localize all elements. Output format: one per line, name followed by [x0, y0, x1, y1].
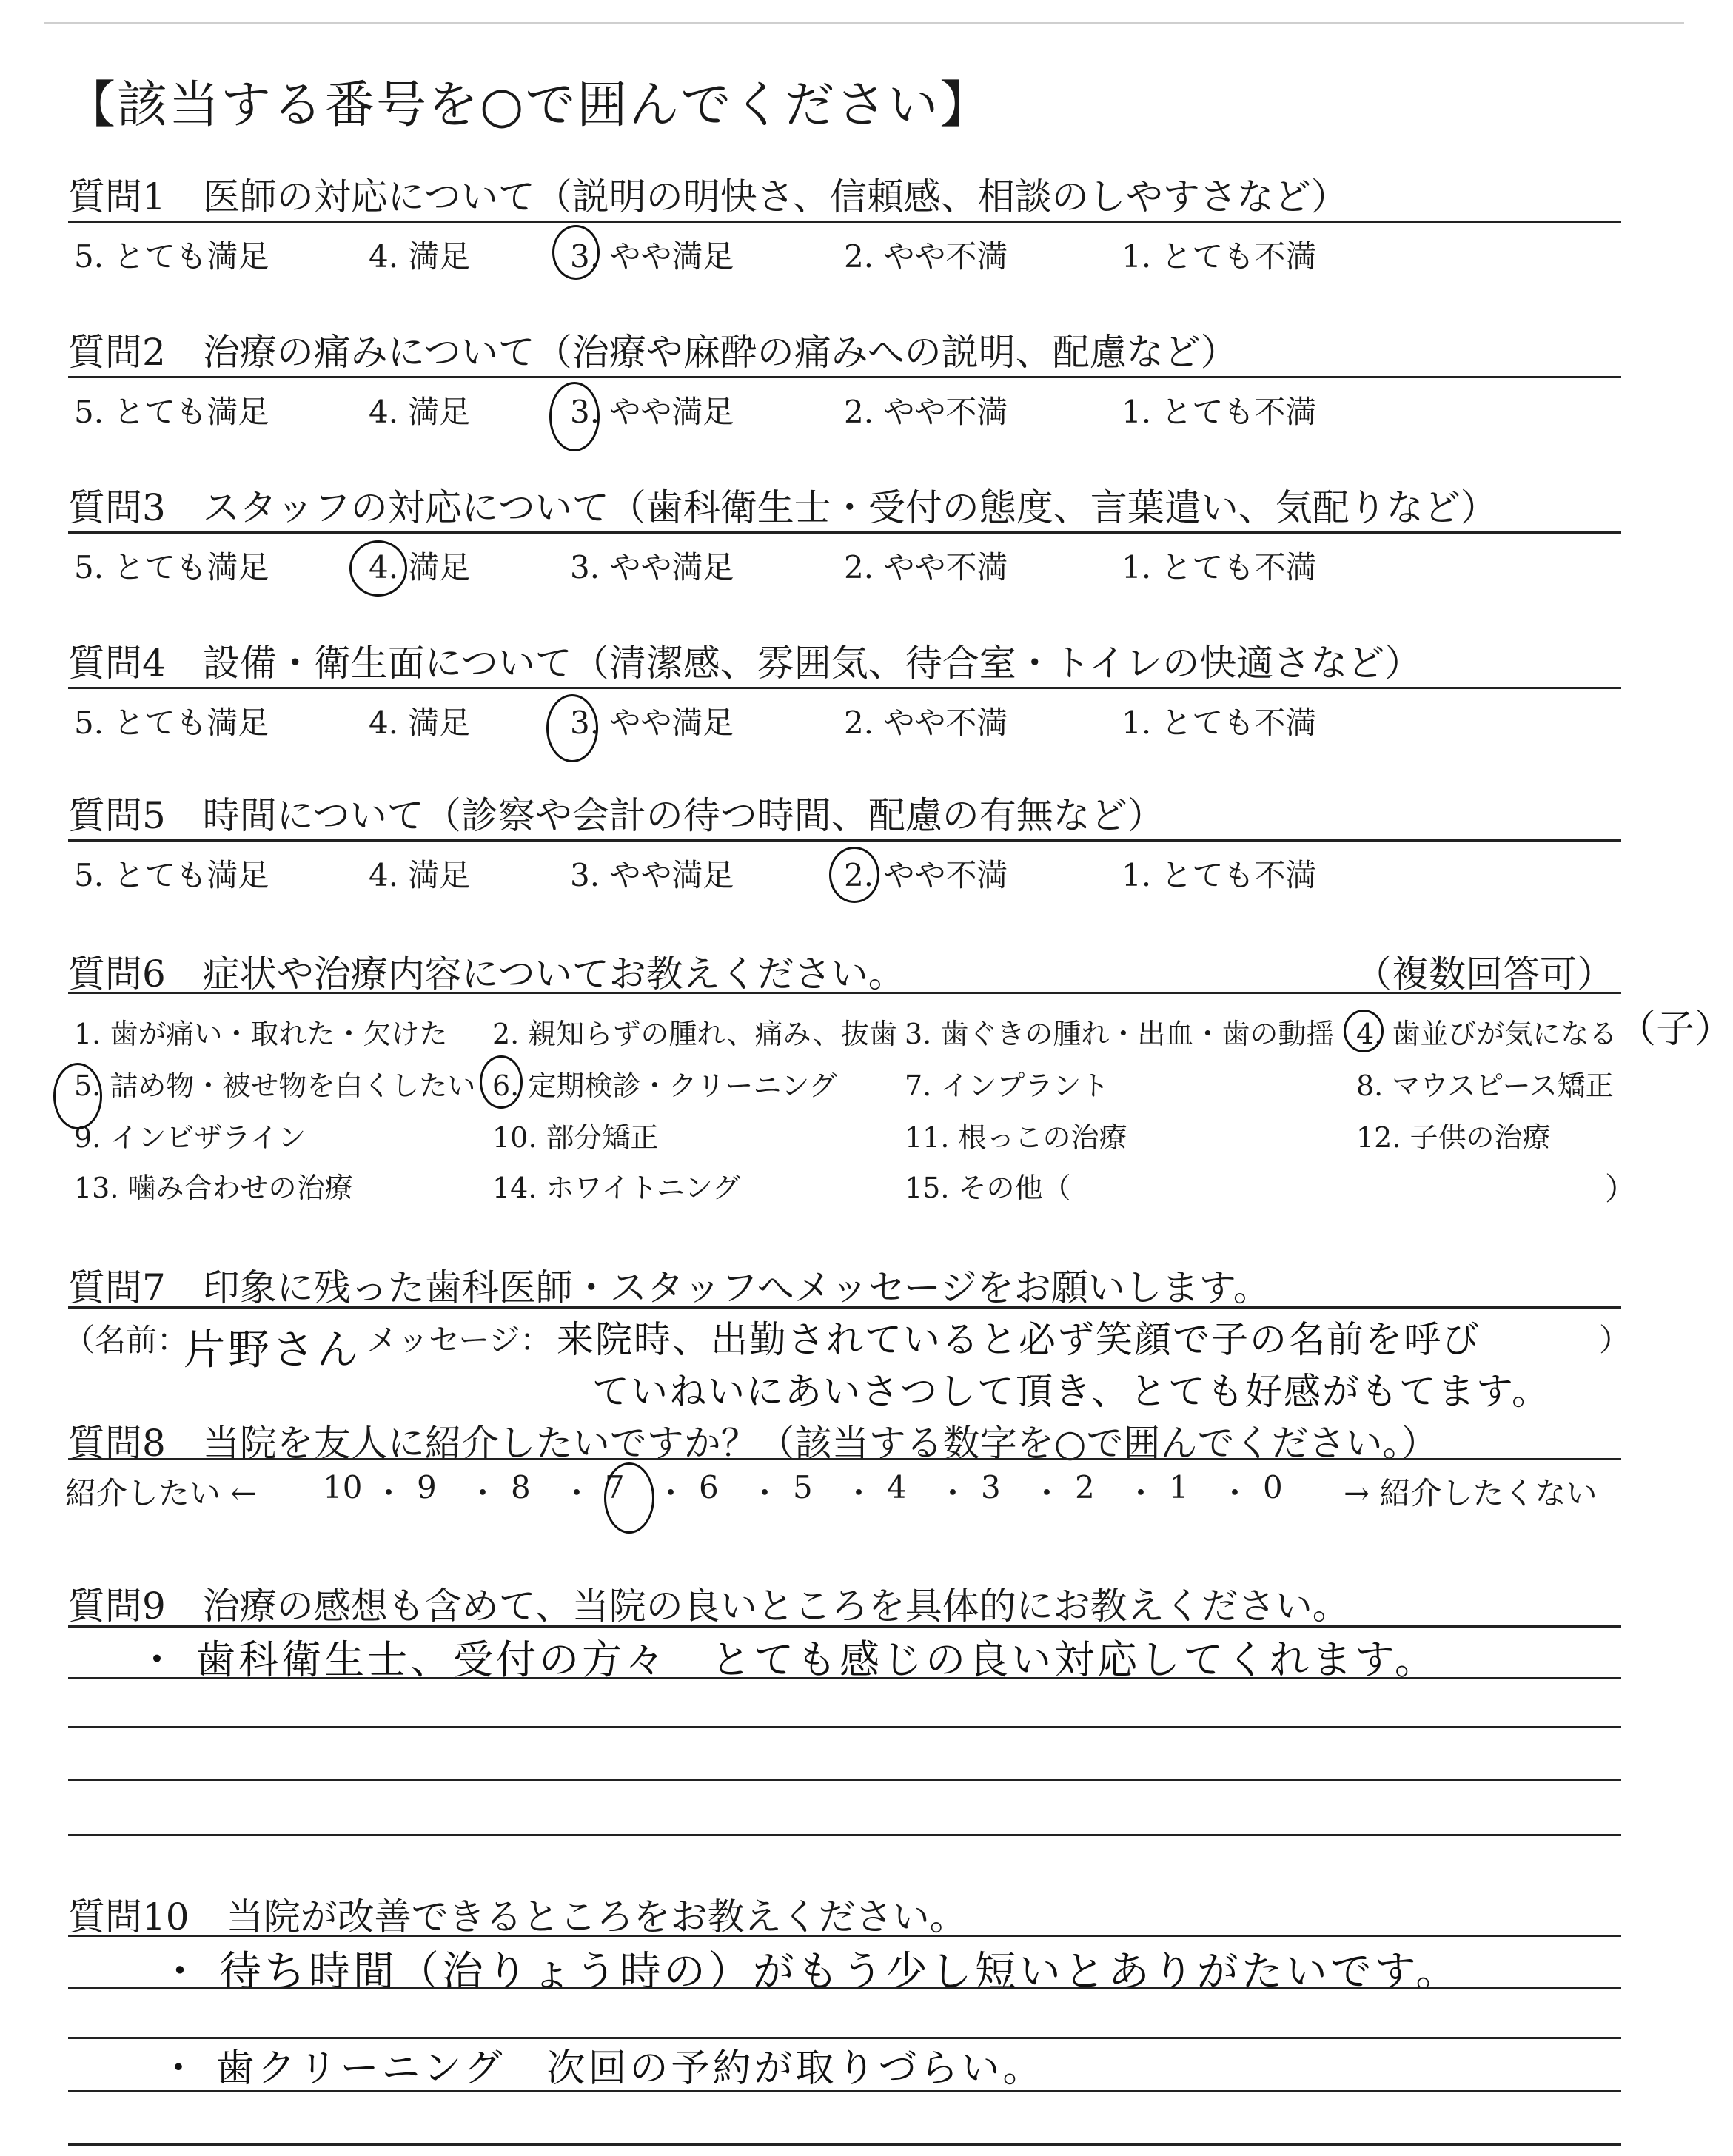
- q8-scale-6[interactable]: 6: [699, 1469, 719, 1505]
- q1-option-1[interactable]: 1. とても不満: [1122, 238, 1317, 275]
- q8-scale-9[interactable]: 9: [417, 1469, 437, 1505]
- q6-item-8[interactable]: 8. マウスピース矯正: [1356, 1069, 1614, 1102]
- q10-line-1: [68, 1935, 1621, 1937]
- q8-scale-separator: ・: [937, 1475, 969, 1511]
- q8-scale-separator: ・: [1219, 1475, 1251, 1511]
- question-5-title: 質問5 時間について（診察や会計の待つ時間、配慮の有無など）: [68, 794, 1164, 837]
- q3-option-4[interactable]: 4. 満足: [369, 549, 471, 585]
- q7-name-value: 片野さん: [184, 1326, 361, 1374]
- question-7-rule: [68, 1306, 1621, 1309]
- q6-item-5[interactable]: 5. 詰め物・被せ物を白くしたい: [74, 1069, 476, 1102]
- q3-option-5[interactable]: 5. とても満足: [74, 549, 269, 585]
- q8-scale-10[interactable]: 10: [323, 1469, 363, 1505]
- q4-option-2[interactable]: 2. やや不満: [844, 705, 1008, 741]
- q10-answer-1: ・ 待ち時間（治りょう時の）がもう少し短いとありがたいです。: [159, 1948, 1461, 1996]
- question-6-note: （複数回答可）: [1355, 953, 1614, 995]
- q6-item-12[interactable]: 12. 子供の治療: [1356, 1121, 1551, 1154]
- q8-scale-separator: ・: [373, 1475, 405, 1511]
- q6-item-10[interactable]: 10. 部分矯正: [492, 1121, 659, 1154]
- top-border: [44, 22, 1684, 24]
- q8-scale-0[interactable]: 0: [1263, 1469, 1283, 1505]
- question-2-rule: [68, 376, 1621, 378]
- q2-option-4[interactable]: 4. 満足: [369, 394, 471, 430]
- q6-other-close-paren: ）: [1605, 1171, 1637, 1207]
- q7-close-paren: ）: [1599, 1322, 1631, 1358]
- q7-message-line-2: ていねいにあいさつして頂き、とても好感がもてます。: [592, 1370, 1550, 1413]
- q8-scale-2[interactable]: 2: [1075, 1469, 1095, 1505]
- q8-scale-7[interactable]: 7: [605, 1469, 625, 1505]
- q8-right-label: → 紹介したくない: [1344, 1475, 1598, 1511]
- q1-option-2[interactable]: 2. やや不満: [844, 238, 1008, 275]
- q8-scale-8[interactable]: 8: [511, 1469, 531, 1505]
- q4-option-5[interactable]: 5. とても満足: [74, 705, 269, 741]
- q9-answer-1: ・ 歯科衛生士、受付の方々 とても感じの良い対応してくれます。: [137, 1636, 1438, 1683]
- q8-scale-separator: ・: [843, 1475, 875, 1511]
- question-10-title: 質問10 当院が改善できるところをお教えください。: [68, 1895, 967, 1938]
- q7-message-label: メッセージ：: [366, 1322, 552, 1358]
- question-8-title: 質問8 当院を友人に紹介したいですか？（該当する数字を○で囲んでください。）: [68, 1422, 1438, 1465]
- q8-scale-separator: ・: [749, 1475, 781, 1511]
- q7-name-label: （名前：: [64, 1322, 189, 1358]
- q5-option-2[interactable]: 2. やや不満: [844, 857, 1008, 893]
- question-9-title: 質問9 治療の感想も含めて、当院の良いところを具体的にお教えください。: [68, 1585, 1350, 1628]
- question-4-rule: [68, 687, 1621, 689]
- q10-line-5: [68, 2143, 1621, 2146]
- q9-line-4: [68, 1779, 1621, 1781]
- q4-option-1[interactable]: 1. とても不満: [1122, 705, 1317, 741]
- instruction-heading: 【該当する番号を○で囲んでください】: [65, 76, 992, 135]
- q9-line-3: [68, 1726, 1621, 1728]
- q6-item-1[interactable]: 1. 歯が痛い・取れた・欠けた: [74, 1018, 448, 1050]
- question-7-title: 質問7 印象に残った歯科医師・スタッフへメッセージをお願いします。: [68, 1266, 1270, 1309]
- question-8-rule: [68, 1458, 1621, 1460]
- q6-item-13[interactable]: 13. 噛み合わせの治療: [74, 1172, 353, 1204]
- q10-answer-2: ・ 歯クリーニング 次回の予約が取りづらい。: [159, 2046, 1045, 2091]
- q5-option-3[interactable]: 3. やや満足: [570, 857, 734, 893]
- q3-option-1[interactable]: 1. とても不満: [1122, 549, 1317, 585]
- q6-item-3[interactable]: 3. 歯ぐきの腫れ・出血・歯の動揺: [905, 1018, 1335, 1050]
- question-6-title: 質問6 症状や治療内容についてお教えください。: [68, 953, 905, 995]
- question-1-title: 質問1 医師の対応について（説明の明快さ、信頼感、相談のしやすさなど）: [68, 175, 1348, 218]
- q8-scale-separator: ・: [655, 1475, 687, 1511]
- q8-scale-separator: ・: [561, 1475, 593, 1511]
- q7-message-line-1: 来院時、出勤されていると必ず笑顔で子の名前を呼び: [557, 1318, 1481, 1361]
- question-2-title: 質問2 治療の痛みについて（治療や麻酔の痛みへの説明、配慮など）: [68, 331, 1238, 374]
- q3-option-2[interactable]: 2. やや不満: [844, 549, 1008, 585]
- q2-option-1[interactable]: 1. とても不満: [1122, 394, 1317, 430]
- q9-line-2: [68, 1677, 1621, 1679]
- q9-line-5: [68, 1834, 1621, 1836]
- q10-line-4: [68, 2090, 1621, 2092]
- q6-handwritten-note: （子）: [1618, 1007, 1733, 1052]
- question-4-title: 質問4 設備・衛生面について（清潔感、雰囲気、待合室・トイレの快適さなど）: [68, 642, 1422, 685]
- q1-option-4[interactable]: 4. 満足: [369, 238, 471, 275]
- q6-item-6[interactable]: 6. 定期検診・クリーニング: [492, 1069, 837, 1102]
- q8-scale-3[interactable]: 3: [981, 1469, 1001, 1505]
- q6-item-11[interactable]: 11. 根っこの治療: [905, 1121, 1127, 1154]
- question-1-rule: [68, 221, 1621, 223]
- question-5-rule: [68, 839, 1621, 842]
- q8-scale-1[interactable]: 1: [1169, 1469, 1189, 1505]
- q4-option-4[interactable]: 4. 満足: [369, 705, 471, 741]
- q8-scale-separator: ・: [1125, 1475, 1157, 1511]
- q4-option-3[interactable]: 3. やや満足: [570, 705, 734, 741]
- q6-item-15[interactable]: 15. その他（: [905, 1172, 1071, 1204]
- q8-scale-5[interactable]: 5: [793, 1469, 813, 1505]
- q2-option-2[interactable]: 2. やや不満: [844, 394, 1008, 430]
- q2-option-5[interactable]: 5. とても満足: [74, 394, 269, 430]
- q2-option-3[interactable]: 3. やや満足: [570, 394, 734, 430]
- q5-option-1[interactable]: 1. とても不満: [1122, 857, 1317, 893]
- q1-option-5[interactable]: 5. とても満足: [74, 238, 269, 275]
- q3-option-3[interactable]: 3. やや満足: [570, 549, 734, 585]
- q6-item-7[interactable]: 7. インプラント: [905, 1069, 1110, 1102]
- q6-item-14[interactable]: 14. ホワイトニング: [492, 1172, 741, 1204]
- q6-item-4[interactable]: 4. 歯並びが気になる: [1356, 1018, 1618, 1050]
- q9-line-1: [68, 1625, 1621, 1628]
- q8-left-label: 紹介したい ←: [65, 1475, 257, 1511]
- q10-line-2: [68, 1987, 1621, 1989]
- question-3-rule: [68, 531, 1621, 534]
- q8-scale-4[interactable]: 4: [887, 1469, 907, 1505]
- q8-scale-separator: ・: [467, 1475, 499, 1511]
- q6-item-2[interactable]: 2. 親知らずの腫れ、痛み、抜歯: [492, 1018, 897, 1050]
- q1-option-3[interactable]: 3. やや満足: [570, 238, 734, 275]
- question-3-title: 質問3 スタッフの対応について（歯科衛生士・受付の態度、言葉遣い、気配りなど）: [68, 486, 1498, 529]
- q5-option-5[interactable]: 5. とても満足: [74, 857, 269, 893]
- q6-item-9[interactable]: 9. インビザライン: [74, 1121, 306, 1154]
- q5-option-4[interactable]: 4. 満足: [369, 857, 471, 893]
- question-6-rule: [68, 992, 1621, 994]
- q8-scale-separator: ・: [1031, 1475, 1063, 1511]
